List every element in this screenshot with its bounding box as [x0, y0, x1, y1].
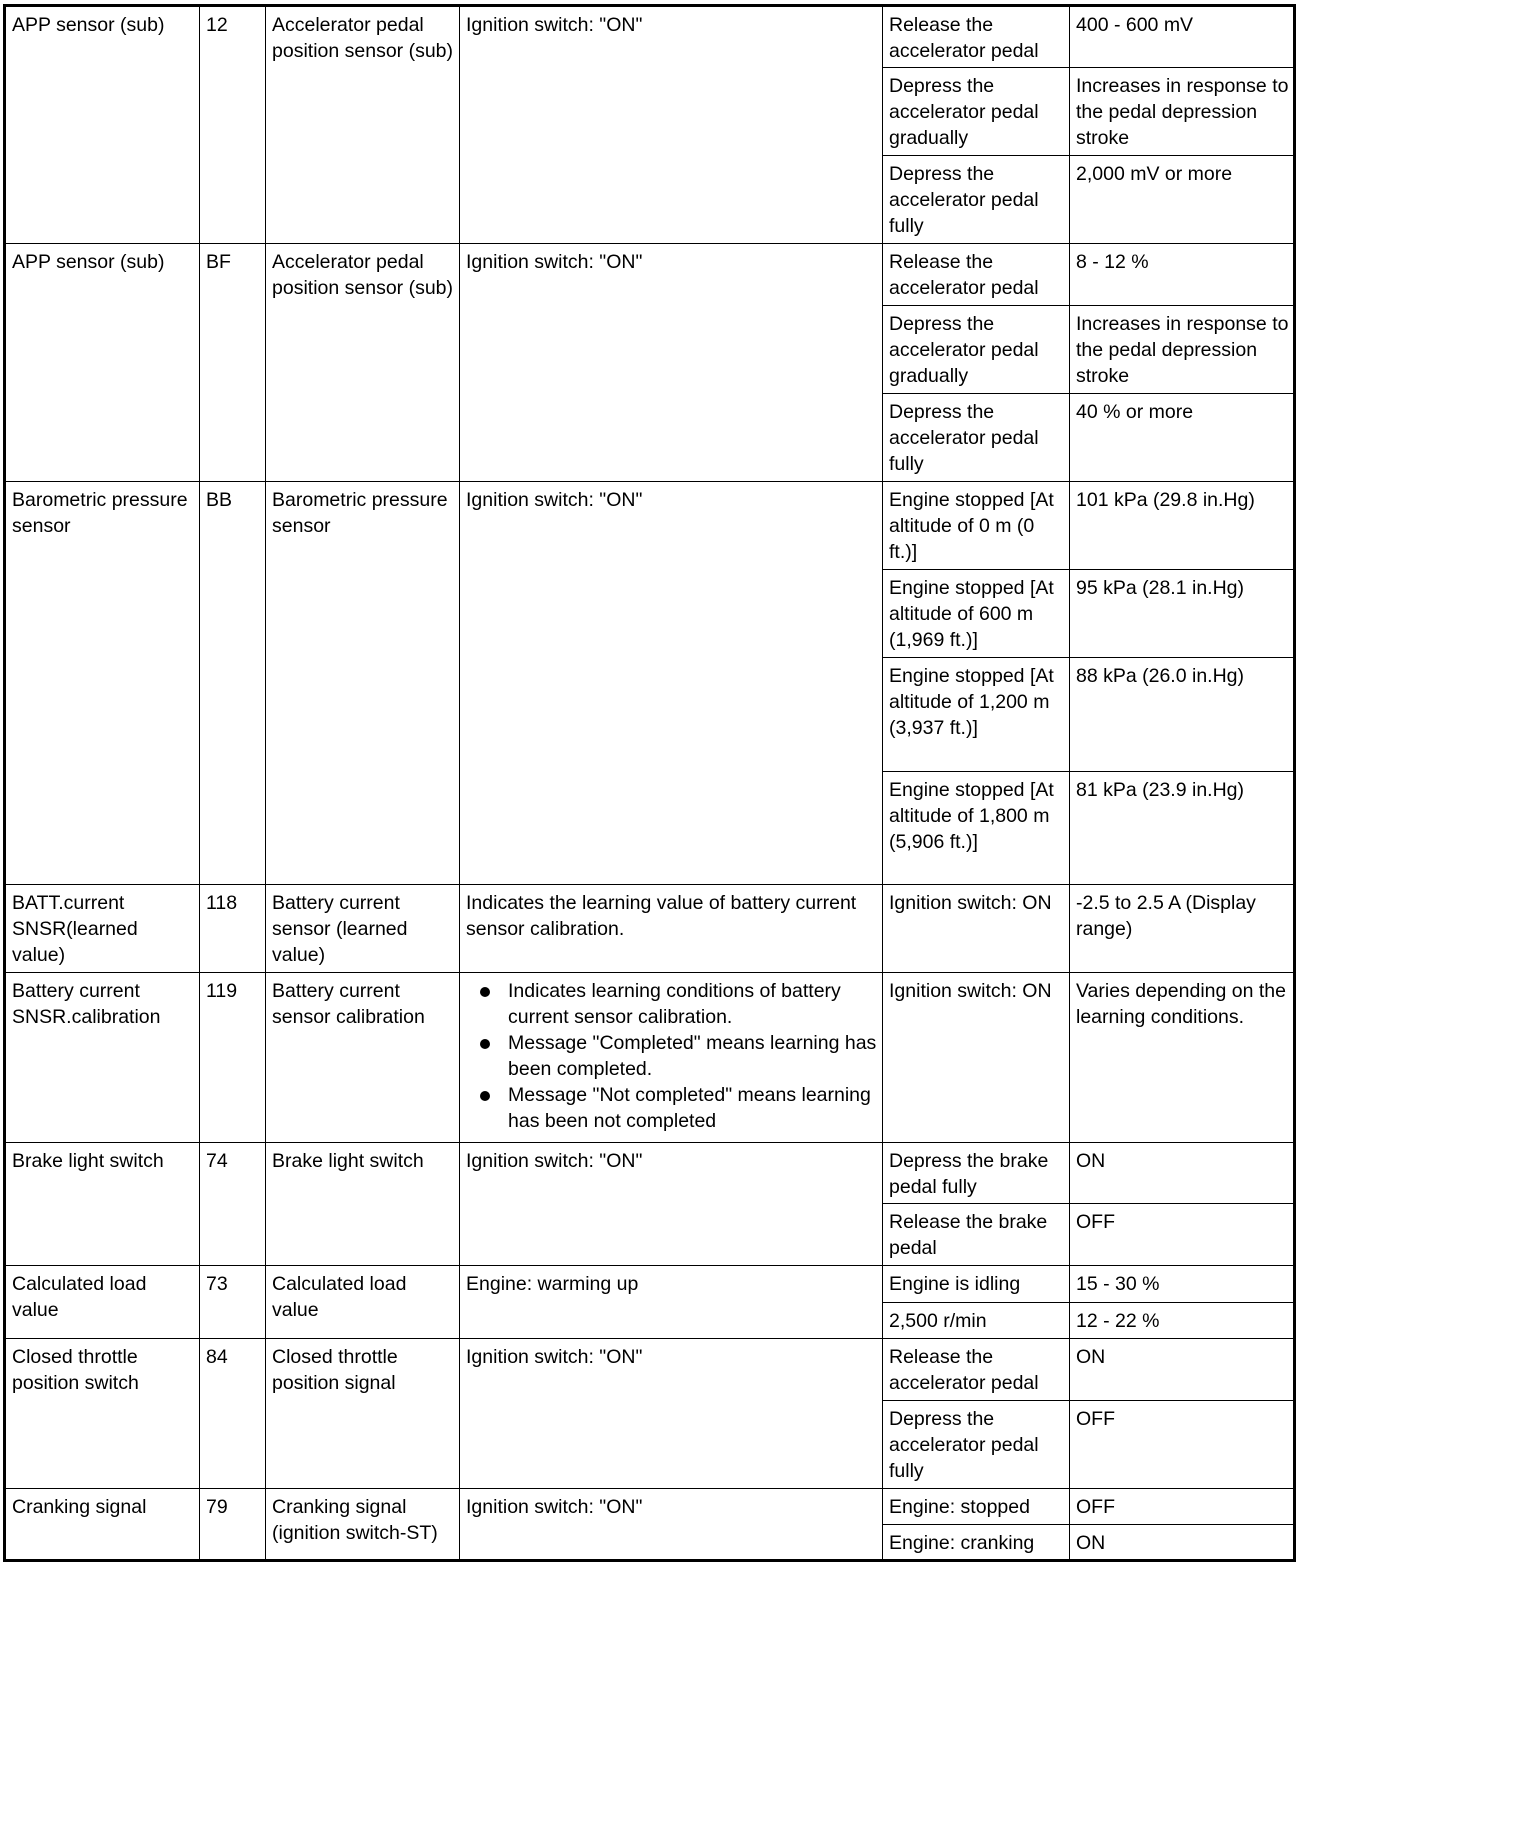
item-name: Calculated load value	[5, 1266, 200, 1339]
monitor-item-table	[3, 4, 1296, 1562]
item-description: Accelerator pedal position sensor (sub)	[266, 6, 460, 244]
item-code: 118	[200, 885, 266, 973]
sub-condition: Ignition switch: ON	[883, 885, 1070, 973]
sub-condition: Release the accelerator pedal	[883, 1339, 1070, 1401]
item-code: 12	[200, 6, 266, 244]
table-row	[5, 1339, 1295, 1401]
sub-condition: 2,500 r/min	[883, 1303, 1070, 1339]
sub-condition: Depress the accelerator pedal fully	[883, 1401, 1070, 1489]
sub-condition: Engine stopped [At altitude of 1,200 m (3,937 ft.)]	[883, 658, 1070, 772]
sub-condition: Depress the accelerator pedal fully	[883, 394, 1070, 482]
item-name: Barometric pressure sensor	[5, 482, 200, 885]
item-name: APP sensor (sub)	[5, 244, 200, 482]
specification-value: 8 - 12 %	[1070, 244, 1295, 306]
specification-value: OFF	[1070, 1401, 1295, 1489]
item-code: 119	[200, 973, 266, 1143]
specification-value: 101 kPa (29.8 in.Hg)	[1070, 482, 1295, 570]
item-description: Accelerator pedal position sensor (sub)	[266, 244, 460, 482]
sub-condition: Release the brake pedal	[883, 1204, 1070, 1266]
table-row	[5, 885, 1295, 973]
sub-condition: Engine stopped [At altitude of 0 m (0 ft.)]	[883, 482, 1070, 570]
specification-value: OFF	[1070, 1204, 1295, 1266]
item-description: Battery current sensor (learned value)	[266, 885, 460, 973]
item-code: BF	[200, 244, 266, 482]
item-name: APP sensor (sub)	[5, 6, 200, 244]
item-description: Cranking signal (ignition switch-ST)	[266, 1489, 460, 1561]
specification-value: OFF	[1070, 1489, 1295, 1525]
sub-condition: Depress the accelerator pedal gradually	[883, 68, 1070, 156]
condition-bullet-list	[466, 978, 878, 1134]
item-description: Barometric pressure sensor	[266, 482, 460, 885]
item-description: Closed throttle position signal	[266, 1339, 460, 1489]
table-row	[5, 1143, 1295, 1204]
monitor-condition: Ignition switch: "ON"	[460, 1489, 883, 1561]
specification-value: 81 kPa (23.9 in.Hg)	[1070, 772, 1295, 885]
item-description: Brake light switch	[266, 1143, 460, 1266]
monitor-condition: Ignition switch: "ON"	[460, 244, 883, 482]
monitor-condition: Ignition switch: "ON"	[460, 6, 883, 244]
table-row	[5, 244, 1295, 306]
table-row	[5, 6, 1295, 68]
specification-value: 40 % or more	[1070, 394, 1295, 482]
monitor-condition	[460, 973, 883, 1143]
sub-condition: Ignition switch: ON	[883, 973, 1070, 1143]
item-code: 73	[200, 1266, 266, 1339]
specification-value: 15 - 30 %	[1070, 1266, 1295, 1303]
specification-value: 88 kPa (26.0 in.Hg)	[1070, 658, 1295, 772]
condition-bullet: Indicates learning conditions of battery current sensor calibration.	[466, 978, 878, 1030]
specification-value: ON	[1070, 1339, 1295, 1401]
sub-condition: Engine: stopped	[883, 1489, 1070, 1525]
item-code: 84	[200, 1339, 266, 1489]
specification-value: -2.5 to 2.5 A (Display range)	[1070, 885, 1295, 973]
monitor-condition: Ignition switch: "ON"	[460, 482, 883, 885]
specification-value: ON	[1070, 1143, 1295, 1204]
sub-condition: Engine: cranking	[883, 1525, 1070, 1561]
item-code: BB	[200, 482, 266, 885]
item-code: 74	[200, 1143, 266, 1266]
table-row	[5, 482, 1295, 570]
item-description: Calculated load value	[266, 1266, 460, 1339]
specification-value: Increases in response to the pedal depression stroke	[1070, 68, 1295, 156]
sub-condition: Depress the accelerator pedal fully	[883, 156, 1070, 244]
specification-value: 95 kPa (28.1 in.Hg)	[1070, 570, 1295, 658]
item-name: Cranking signal	[5, 1489, 200, 1561]
specification-value: 12 - 22 %	[1070, 1303, 1295, 1339]
specification-value: 400 - 600 mV	[1070, 6, 1295, 68]
monitor-condition: Engine: warming up	[460, 1266, 883, 1339]
sub-condition: Engine stopped [At altitude of 1,800 m (5,906 ft.)]	[883, 772, 1070, 885]
condition-bullet: Message "Not completed" means learning has been not completed	[466, 1082, 878, 1134]
specification-value: Increases in response to the pedal depression stroke	[1070, 306, 1295, 394]
specification-value: Varies depending on the learning conditions.	[1070, 973, 1295, 1143]
item-name: Closed throttle position switch	[5, 1339, 200, 1489]
specification-value: 2,000 mV or more	[1070, 156, 1295, 244]
sub-condition: Depress the accelerator pedal gradually	[883, 306, 1070, 394]
sub-condition: Release the accelerator pedal	[883, 244, 1070, 306]
sub-condition: Engine is idling	[883, 1266, 1070, 1303]
specification-value: ON	[1070, 1525, 1295, 1561]
table-row	[5, 973, 1295, 1143]
monitor-condition: Indicates the learning value of battery current sensor calibration.	[460, 885, 883, 973]
item-description: Battery current sensor calibration	[266, 973, 460, 1143]
table-row	[5, 1266, 1295, 1303]
sub-condition: Engine stopped [At altitude of 600 m (1,969 ft.)]	[883, 570, 1070, 658]
sub-condition: Depress the brake pedal fully	[883, 1143, 1070, 1204]
table-row	[5, 1489, 1295, 1525]
item-code: 79	[200, 1489, 266, 1561]
condition-bullet: Message "Completed" means learning has been completed.	[466, 1030, 878, 1082]
sub-condition: Release the accelerator pedal	[883, 6, 1070, 68]
item-name: BATT.current SNSR(learned value)	[5, 885, 200, 973]
monitor-condition: Ignition switch: "ON"	[460, 1143, 883, 1266]
monitor-condition: Ignition switch: "ON"	[460, 1339, 883, 1489]
item-name: Brake light switch	[5, 1143, 200, 1266]
item-name: Battery current SNSR.calibration	[5, 973, 200, 1143]
